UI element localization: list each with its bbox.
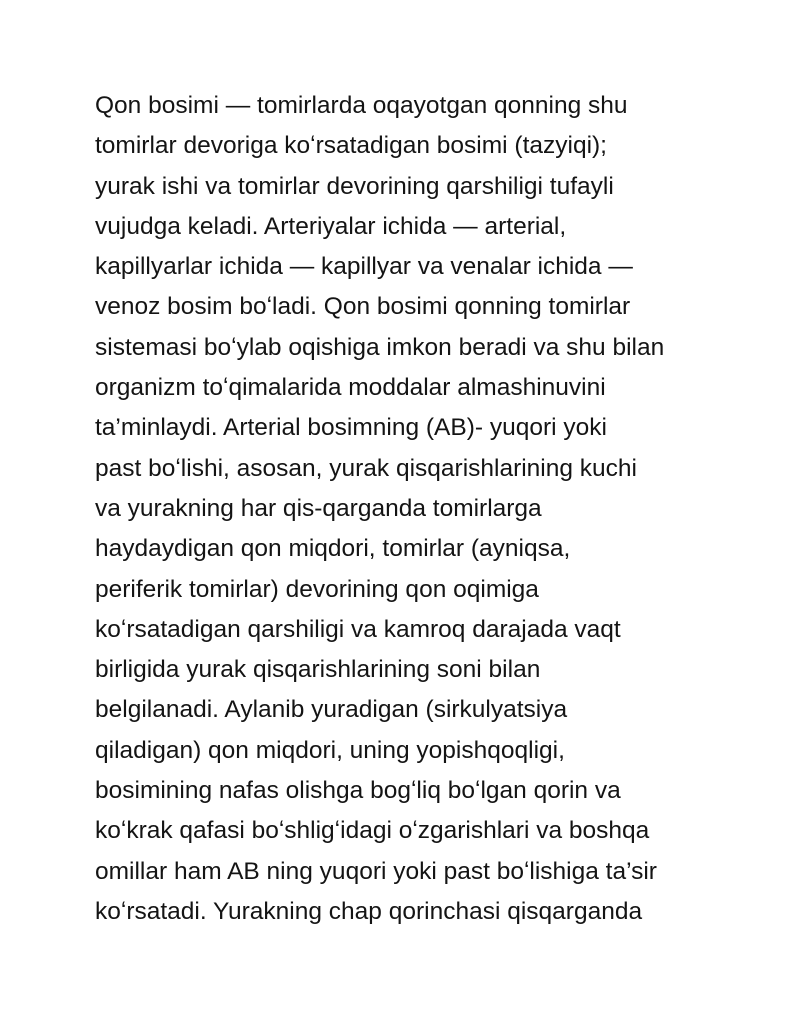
text-line: koʻkrak qafasi boʻshligʻidagi oʻzgarishlari va boshqa <box>95 817 650 845</box>
text-line: koʻrsatadi. Yurakning chap qorinchasi qisqarganda <box>95 897 643 925</box>
text-line: tomirlar devoriga koʻrsatadigan bosimi (tazyiqi); <box>95 132 607 160</box>
text-line: sistemasi boʻylab oqishiga imkon beradi va shu bilan <box>95 333 665 361</box>
text-line: kapillyarlar ichida — kapillyar va venalar ichida — <box>95 253 633 281</box>
text-line: birligida yurak qisqarishlarining soni bilan <box>95 656 541 684</box>
text-line: qiladigan) qon miqdori, uning yopishqoqligi, <box>95 736 565 764</box>
text-line: bosimining nafas olishga bogʻliq boʻlgan qorin va <box>95 777 621 805</box>
text-line: organizm toʻqimalarida moddalar almashinuvini <box>95 374 606 402</box>
text-line: ta’minlaydi. Arterial bosimning (AB)- yuqori yoki <box>95 414 607 442</box>
text-line: belgilanadi. Aylanib yuradigan (sirkulyatsiya <box>95 696 568 724</box>
text-line: haydaydigan qon miqdori, tomirlar (ayniqsa, <box>95 535 571 563</box>
body-text <box>95 86 735 932</box>
text-line: va yurakning har qis-qarganda tomirlarga <box>95 494 542 522</box>
text-line: Qon bosimi — tomirlarda oqayotgan qonning shu <box>95 92 628 119</box>
text-line: past boʻlishi, asosan, yurak qisqarishlarining kuchi <box>95 454 638 482</box>
text-line: yurak ishi va tomirlar devorining qarshiligi tufayli <box>95 172 614 200</box>
text-line: koʻrsatadigan qarshiligi va kamroq darajada vaqt <box>95 615 621 643</box>
text-line: venoz bosim boʻladi. Qon bosimi qonning tomirlar <box>95 293 631 321</box>
text-line: omillar ham AB ning yuqori yoki past boʻlishiga ta’sir <box>95 857 657 885</box>
text-line: periferik tomirlar) devorining qon oqimiga <box>95 575 539 603</box>
text-line: vujudga keladi. Arteriyalar ichida — arterial, <box>95 212 567 240</box>
